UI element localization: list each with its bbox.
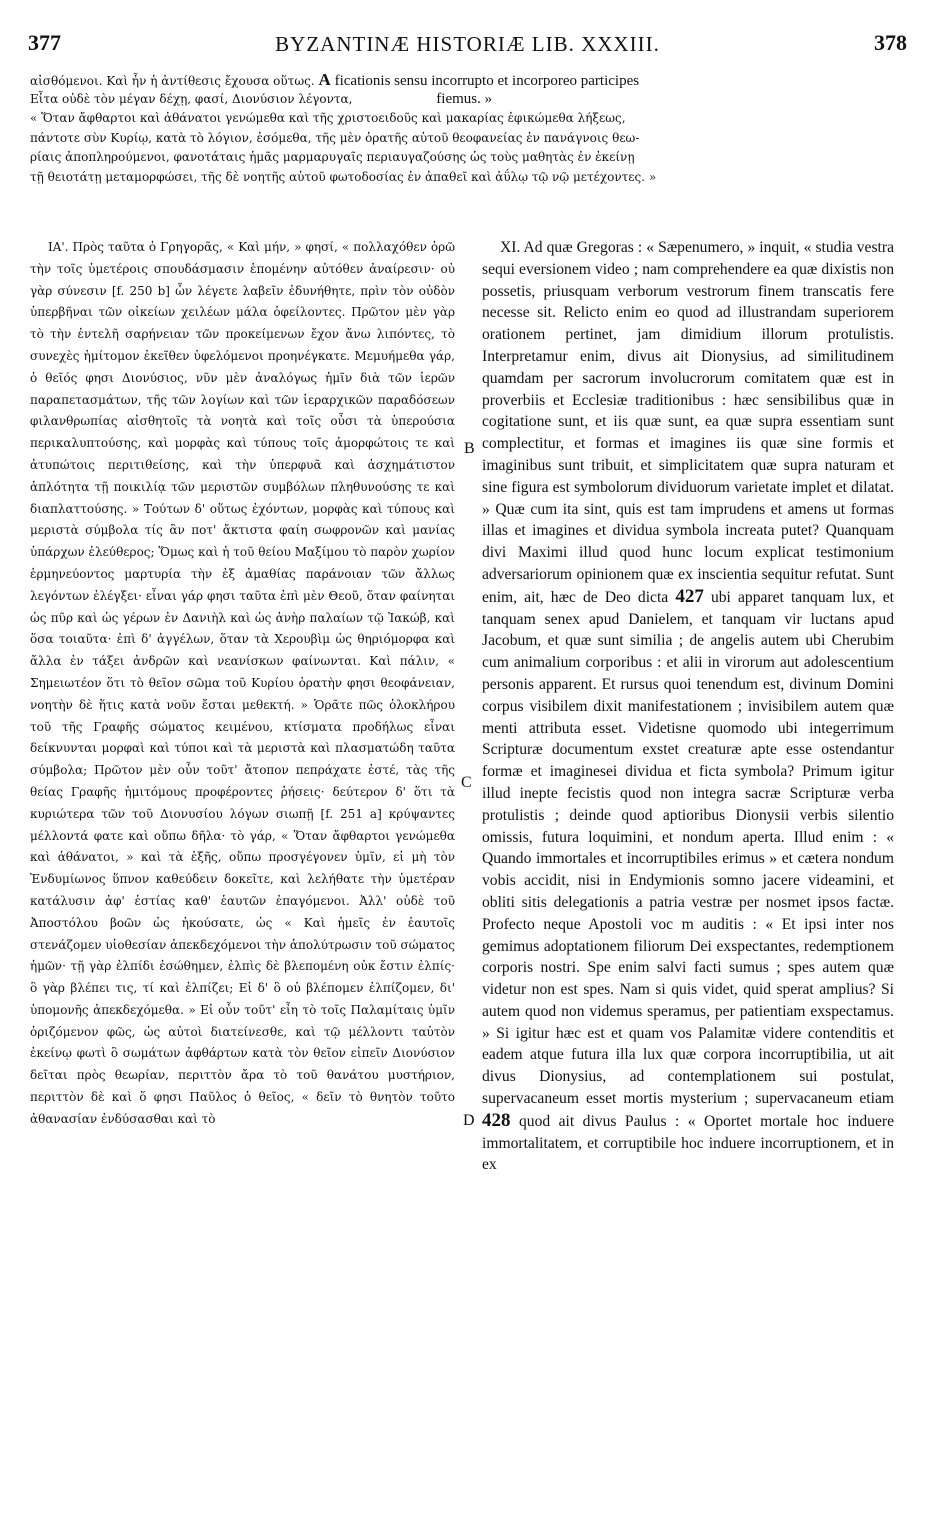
full-width-quote xyxy=(30,70,909,187)
quote-line-3: « Ὅταν ἄφθαρτοι καὶ ἀθάνατοι γενώμεθα καὶ τῆς χριστοειδοῦς καὶ μακαρίας ἐφικώμεθα λήξεως, xyxy=(30,111,626,125)
quote-line-2-latin: fiemus. » xyxy=(436,90,493,107)
quote-line-6: τῇ θειοτάτῃ μεταμορφώσει, τῆς δὲ νοητῆς αὐτοῦ φωτοδοσίας ἐν ἀπαθεῖ καὶ ἀΰλῳ τῷ νῷ μετέχοντες. » xyxy=(30,169,657,184)
page-number-left: 377 xyxy=(28,30,61,55)
quote-line-4: πάντοτε σὺν Κυρίῳ, κατὰ τὸ λόγιον, ἐσόμεθα, τῆς μὲν ὁρατῆς αὐτοῦ θεοφανείας ἐν πανάγνοις θεω- xyxy=(30,130,640,145)
margin-letter-b: B xyxy=(464,440,475,457)
margin-letter-a: A xyxy=(318,70,331,89)
latin-column xyxy=(482,237,894,1540)
running-head xyxy=(28,30,907,60)
column-number-428: 428 xyxy=(482,1109,511,1131)
latin-text-part-1: XI. Ad quæ Gregoras : « Sæpenumero, » inquit, « studia vestra sequi eversionem video ; nam comprehendere ea quæ dixistis non possetis, priusquam verborum vestrorum finem transcatis fere necesse sit. Relicto enim eo quod ad illustrandam superiorem orationem pertinet, jam dimidium illorum protulistis. Interpretamur enim, divus ait Dionysius, ad similitudinem quamdam per sacrorum involucrorum comitatem quæ est in proverbiis et Ecclesiæ traditionibus : hæc sensibilibus quæ in cogitatione sunt, et iis quæ sunt, ea quæ supra essentiam sunt complectitur, et formas et imagines iis quæ sine formis et imaginibus sunt tribuit, et simplicitatem quæ supra naturam et sine figura est symbolorum dividuorum varietate implet et dilatat. » Quæ cum ita sint, quis est tam imprudens et amens ut formas illas et imagines et dividua symbola increata putet? Quanquam divi Maximi illud quod hunc locum explicat testimonium adversariorum opinionem quæ ex inscientia sequitur refutat. Sunt enim, ait, hæc de Deo dicta xyxy=(482,239,894,606)
margin-letter-d: D xyxy=(463,1112,475,1129)
quote-line-2-greek: Εἶτα οὐδὲ τὸν μέγαν δέχῃ, φασί, Διονύσιον λέγοντα, xyxy=(30,91,353,106)
latin-paragraph xyxy=(482,237,894,1176)
running-title: BYZANTINÆ HISTORIÆ LIB. XXXIII. xyxy=(275,32,660,56)
quote-line-1-greek: αἰσθόμενοι. Καὶ ἦν ἡ ἀντίθεσις ἔχουσα οὕτως. xyxy=(30,74,315,88)
greek-column xyxy=(30,237,455,1540)
latin-text-part-2: ubi apparet tanquam lux, et tanquam senex apud Danielem, et tanquam vir luctans apud Jacobum, et quæ sunt similia ; de angelis autem ubi Cherubim cum animalium corporibus : et alii in virorum aut adolescentium personis apparent. Et rursus quoi tenendum est, divinum Domini corpus visibilem dixit manifestationem ; invisibilem autem quæ menti attributa esset. Videtisne quomodo ubi integerrimum Scripturæ documentum exstet creaturæ apte esse ostendantur formæ et imaginesei dividua et ficta symbola? Primum igitur illud inepte fecistis quod non integra sacræ Scripturæ verba protulistis ; deinde quod aptioribus Dionysii verbis silentio omissis, futura loquimini, et nondum aperta. Illud enim : « Quando immortales et incorruptibiles erimus » et cætera nondum vobis accidit, nisi in Endymionis somno jacere videamini, et obliti sitis delegationis a patria vestræ per nosmet ipsos factæ. Profecto neque Apostoli voc m auditis : « Et ipsi inter nos gemimus adoptationem filiorum Dei exspectantes, redemptionem corporis nostri. Spe enim salvi facti sumus ; spes autem quæ videtur non est spes. Nam si quis videt, quid sperat amplius? Si autem quod non videmus speramus, per patientiam exspectamus. » Si igitur hæc est et quam vos Palamitæ videre contenditis et eadem atque futura illa lux quæ corpora incorruptibilia, ut ait divus Dionysius, ad contemplationem sui postulat, supervacaneum esset mortis mysterium ; supervacaneum etiam xyxy=(482,588,894,1108)
column-number-427: 427 xyxy=(675,585,704,607)
greek-paragraph: ΙΑ'. Πρὸς ταῦτα ὁ Γρηγορᾶς, « Καὶ μήν, » φησί, « πολλαχόθεν ὁρῶ τὴν τοῖς ὑμετέροις σπουδάσμασιν ἑπομένην αὐτόθεν ἀναίρεσιν· οὐ γὰρ σύνεσιν [f. 250 b] ὧν λέγετε λαβεῖν ἐδυνήθητε, πρὶν τὸν οὐδὸν ὑπερβῆναι τῶν οἰκείων χειλέων μάλα ὀφείλοντες. Πρῶτον μὲν γὰρ τὸ τὴν ἐντελῆ σαρήνειαν τῶν προκείμενων ἔχον ἄνω λιπόντες, τὸ συνεχὲς ἡμίτομον ἐκεῖθεν ὑφελόμενοι προηνέγκατε. Μεμυήμεθα γάρ, ὁ θεῖός φησι Διονύσιος, νῦν μὲν ἀναλόγως ἡμῖν διὰ τῶν ἱερῶν παραπετασμάτων, τῆς τῶν λογίων καὶ τῶν ἱεραρχικῶν παραδόσεων φιλανθρωπίας αἰσθητοῖς τὰ νοητὰ καὶ τοῖς οὖσι τὰ ὑπερούσια περικαλυπτούσης, καὶ μορφὰς καὶ τύπους τοῖς ἀμορφώτοις τε καὶ ἀτυπώτοις περιτιθείσης, καὶ τὴν ὑπερφυᾶ καὶ ἀσχημάτιστον ἁπλότητα τῇ ποικιλίᾳ τῶν μεριστῶν συμβόλων πληθυνούσης τε καὶ διαπλαττούσης. » Τούτων δ' οὕτως ἐχόντων, μορφὰς καὶ τύπους καὶ μεριστὰ σύμβολα τίς ἂν ποτ' ἄκτιστα φαίη σωφρονῶν καὶ μανίας ὑπάρχων ἐλεύθερος; Ὅμως καὶ ἡ τοῦ θείου Μαξίμου τὸ παρὸν χωρίον ἑρμηνεύοντος μαρτυρία τὴν ἐξ ἀμαθίας παράνοιαν τῶν ἄλλως λεγόντων ἐλέγξει· εἶναι γάρ φησι ταῦτα ἐπὶ μὲν Θεοῦ, ὅταν φαίνηται ὡς πῦρ καὶ ὡς γέρων ἐν Δανιὴλ καὶ ὡς ἀνὴρ παλαίων τῷ Ἰακώβ, καὶ ὅσα τοιαῦτα· ἐπὶ δ' ἀγγέλων, ὅταν τὰ Χερουβὶμ ὡς θηριόμορφα καὶ ἄλλα ἐν τάξει ἀνδρῶν καὶ νεανίσκων φαίνωνται. Καὶ πάλιν, « Σημειωτέον ὅτι τὸ θεῖον σῶμα τοῦ Κυρίου ὁρατὴν φησι θεοφάνειαν, νοητὴν δὲ ἥτις κατὰ νοῦν ἔσται μεθεκτή. » Ὁρᾶτε πῶς ὁλοκλήρου τοῦ τῆς Γραφῆς σώματος κειμένου, κτίσματα προδήλως εἶναι δείκνυνται μορφαὶ καὶ τύποι καὶ τὰ μεριστὰ καὶ πλασματώδη ταῦτα σύμβολα; Πρῶτον μὲν οὖν τοῦτ' ἄτοπον πεπράχατε ἐστέ, τὰς τῆς θείας Γραφῆς ἡμιτόμους προφέροντες ῥήσεις· δεύτερον δ' ὅτι τὰ κυριώτερα τῶν τοῦ Διονυσίου λόγων σιωπῇ [f. 251 a] κρύψαντες μέλλοντά φατε καὶ οὔπω δῆλα· τὸ γάρ, « Ὅταν ἄφθαρτοι γενώμεθα καὶ ἀθάνατοι, » καὶ τὰ ἑξῆς, οὔπω προσγέγονεν ὑμῖν, εἰ μὴ τὸν Ἐνδυμίωνος ὕπνον καθεύδειν δοκεῖτε, καὶ λελήθατε τὴν ὑμετέραν κατάλυσιν ἀφ' ἑστίας καθ' ἑαυτῶν ἐπαγόμενοι. Ἀλλ' οὐδὲ τοῦ Ἀποστόλου βοῶν ὡς ἠκούσατε, ὡς « Καὶ ἡμεῖς ἐν ἑαυτοῖς στενάζομεν υἱοθεσίαν ἀπεκδεχόμενοι τὴν ἀπολύτρωσιν τοῦ σώματος ἡμῶν· τῇ γὰρ ἐλπίδι ἐσώθημεν, ἐλπὶς δὲ βλεπομένη οὐκ ἔστιν ἐλπίς· ὃ γὰρ βλέπει τις, τί καὶ ἐλπίζει; Εἰ δ' ὃ οὐ βλέπομεν ἐλπίζομεν, δι' ὑπομονῆς ἀπεκδεχόμεθα. » Εἰ οὖν τοῦτ' εἶη τὸ τοῖς Παλαμίταις ὑμῖν ὁριζόμενον φῶς, ὡς αὐτοὶ διατείνεσθε, καὶ τῷ μέλλοντι ταὐτὸν ἐκείνῳ φωτὶ ὃ σωμάτων ἀφθάρτων κατὰ τὸν θεῖον εἰπεῖν Διονύσιον δεῖται πρὸς θεωρίαν, περιττὸν ἄρα τὸ τοῦ θανάτου μυστήριον, περιττὸν δὲ καὶ ὅ φησι Παῦλος ὁ θεῖος, « δεῖν τὸ θνητὸν τοῦτο ἀθανασίαν ἐνδύσασθαι καὶ τὸ xyxy=(30,240,455,1126)
quote-line-1-latin: ficationis sensu incorrupto et incorporeo participes xyxy=(334,73,640,89)
page-number-right: 378 xyxy=(874,30,907,55)
latin-text-part-3: quod ait divus Paulus : « Oportet mortale hoc induere immortalitatem, et corruptibile hoc induere incorruptionem, et in ex xyxy=(482,1112,894,1174)
quote-line-2 xyxy=(30,90,909,110)
quote-line-5: ρίαις ἀποπληρούμενοι, φανοτάταις ἡμᾶς μαρμαρυγαῖς περιαυγαζούσης ὡς τοὺς μαθητὰς ἐν ἐκείνῃ xyxy=(30,150,635,164)
margin-letter-c: C xyxy=(461,774,472,791)
quote-line-1 xyxy=(30,70,909,90)
